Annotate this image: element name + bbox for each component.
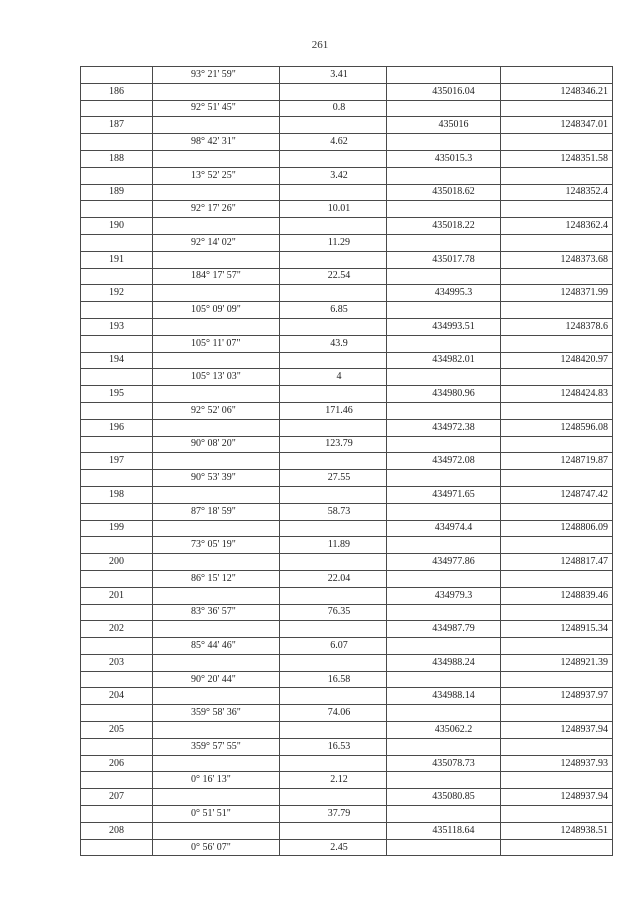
table-row	[81, 352, 613, 369]
table-row	[81, 604, 613, 621]
distance-cell: 6.07	[280, 638, 387, 655]
angle-cell: 92° 14' 02"	[153, 234, 280, 251]
point-number-cell	[81, 100, 153, 117]
x-coordinate-cell	[387, 604, 501, 621]
table-row	[81, 755, 613, 772]
point-number-cell: 197	[81, 453, 153, 470]
distance-cell	[280, 83, 387, 100]
angle-cell	[153, 621, 280, 638]
distance-cell: 22.54	[280, 268, 387, 285]
distance-cell	[280, 822, 387, 839]
point-number-cell	[81, 234, 153, 251]
y-coordinate-cell: 1248937.93	[501, 755, 613, 772]
x-coordinate-cell: 434987.79	[387, 621, 501, 638]
x-coordinate-cell	[387, 167, 501, 184]
point-number-cell: 193	[81, 318, 153, 335]
y-coordinate-cell: 1248719.87	[501, 453, 613, 470]
distance-cell: 0.8	[280, 100, 387, 117]
x-coordinate-cell: 435016	[387, 117, 501, 134]
point-number-cell	[81, 167, 153, 184]
y-coordinate-cell	[501, 638, 613, 655]
table-row	[81, 369, 613, 386]
x-coordinate-cell: 435018.22	[387, 218, 501, 235]
x-coordinate-cell: 434988.14	[387, 688, 501, 705]
y-coordinate-cell	[501, 302, 613, 319]
table-row	[81, 453, 613, 470]
point-number-cell: 204	[81, 688, 153, 705]
angle-cell: 87° 18' 59"	[153, 503, 280, 520]
x-coordinate-cell: 434972.08	[387, 453, 501, 470]
x-coordinate-cell: 434993.51	[387, 318, 501, 335]
angle-cell	[153, 554, 280, 571]
distance-cell: 11.89	[280, 537, 387, 554]
point-number-cell	[81, 335, 153, 352]
x-coordinate-cell	[387, 806, 501, 823]
angle-cell: 90° 53' 39"	[153, 470, 280, 487]
coordinates-table	[80, 66, 613, 856]
y-coordinate-cell	[501, 234, 613, 251]
angle-cell: 13° 52' 25"	[153, 167, 280, 184]
table-row	[81, 722, 613, 739]
angle-cell: 0° 16' 13"	[153, 772, 280, 789]
point-number-cell: 196	[81, 419, 153, 436]
x-coordinate-cell	[387, 234, 501, 251]
y-coordinate-cell: 1248937.94	[501, 722, 613, 739]
distance-cell	[280, 285, 387, 302]
angle-cell: 359° 58' 36"	[153, 705, 280, 722]
distance-cell	[280, 117, 387, 134]
table-row	[81, 234, 613, 251]
y-coordinate-cell: 1248346.21	[501, 83, 613, 100]
distance-cell: 37.79	[280, 806, 387, 823]
y-coordinate-cell: 1248424.83	[501, 386, 613, 403]
table-row	[81, 218, 613, 235]
distance-cell: 74.06	[280, 705, 387, 722]
point-number-cell	[81, 705, 153, 722]
y-coordinate-cell: 1248747.42	[501, 486, 613, 503]
x-coordinate-cell: 434977.86	[387, 554, 501, 571]
x-coordinate-cell: 434979.3	[387, 587, 501, 604]
x-coordinate-cell	[387, 67, 501, 84]
point-number-cell: 208	[81, 822, 153, 839]
x-coordinate-cell	[387, 100, 501, 117]
distance-cell	[280, 184, 387, 201]
x-coordinate-cell	[387, 671, 501, 688]
y-coordinate-cell	[501, 369, 613, 386]
angle-cell	[153, 184, 280, 201]
point-number-cell: 190	[81, 218, 153, 235]
point-number-cell: 192	[81, 285, 153, 302]
y-coordinate-cell	[501, 839, 613, 856]
angle-cell: 86° 15' 12"	[153, 570, 280, 587]
distance-cell: 4.62	[280, 134, 387, 151]
table-row	[81, 402, 613, 419]
x-coordinate-cell: 434974.4	[387, 520, 501, 537]
distance-cell: 4	[280, 369, 387, 386]
x-coordinate-cell	[387, 335, 501, 352]
page-number: 261	[311, 39, 329, 51]
table-row	[81, 638, 613, 655]
table-row	[81, 201, 613, 218]
point-number-cell	[81, 738, 153, 755]
x-coordinate-cell	[387, 772, 501, 789]
y-coordinate-cell	[501, 167, 613, 184]
table-row	[81, 822, 613, 839]
y-coordinate-cell	[501, 503, 613, 520]
table-row	[81, 83, 613, 100]
table-row	[81, 419, 613, 436]
distance-cell	[280, 352, 387, 369]
point-number-cell	[81, 671, 153, 688]
angle-cell	[153, 251, 280, 268]
x-coordinate-cell	[387, 839, 501, 856]
x-coordinate-cell: 435062.2	[387, 722, 501, 739]
angle-cell	[153, 755, 280, 772]
angle-cell	[153, 688, 280, 705]
angle-cell	[153, 654, 280, 671]
y-coordinate-cell: 1248839.46	[501, 587, 613, 604]
y-coordinate-cell	[501, 570, 613, 587]
table-row	[81, 335, 613, 352]
table-row	[81, 789, 613, 806]
table-row	[81, 654, 613, 671]
distance-cell	[280, 318, 387, 335]
point-number-cell	[81, 604, 153, 621]
point-number-cell: 201	[81, 587, 153, 604]
y-coordinate-cell	[501, 705, 613, 722]
x-coordinate-cell: 434972.38	[387, 419, 501, 436]
distance-cell: 16.53	[280, 738, 387, 755]
y-coordinate-cell	[501, 671, 613, 688]
x-coordinate-cell	[387, 134, 501, 151]
point-number-cell	[81, 839, 153, 856]
table-row	[81, 738, 613, 755]
distance-cell	[280, 755, 387, 772]
x-coordinate-cell	[387, 570, 501, 587]
point-number-cell: 186	[81, 83, 153, 100]
table-row	[81, 520, 613, 537]
angle-cell: 73° 05' 19"	[153, 537, 280, 554]
angle-cell: 98° 42' 31"	[153, 134, 280, 151]
x-coordinate-cell	[387, 638, 501, 655]
angle-cell: 90° 20' 44"	[153, 671, 280, 688]
distance-cell	[280, 520, 387, 537]
point-number-cell	[81, 638, 153, 655]
y-coordinate-cell	[501, 335, 613, 352]
y-coordinate-cell: 1248938.51	[501, 822, 613, 839]
distance-cell: 43.9	[280, 335, 387, 352]
distance-cell: 123.79	[280, 436, 387, 453]
angle-cell: 90° 08' 20"	[153, 436, 280, 453]
point-number-cell	[81, 134, 153, 151]
point-number-cell: 194	[81, 352, 153, 369]
point-number-cell: 189	[81, 184, 153, 201]
y-coordinate-cell	[501, 436, 613, 453]
angle-cell: 359° 57' 55"	[153, 738, 280, 755]
angle-cell	[153, 486, 280, 503]
angle-cell	[153, 150, 280, 167]
y-coordinate-cell: 1248362.4	[501, 218, 613, 235]
table-row	[81, 839, 613, 856]
table-row	[81, 486, 613, 503]
y-coordinate-cell: 1248420.97	[501, 352, 613, 369]
table-row	[81, 671, 613, 688]
table-row	[81, 470, 613, 487]
x-coordinate-cell	[387, 201, 501, 218]
y-coordinate-cell: 1248347.01	[501, 117, 613, 134]
angle-cell	[153, 822, 280, 839]
x-coordinate-cell: 435080.85	[387, 789, 501, 806]
angle-cell	[153, 386, 280, 403]
distance-cell: 58.73	[280, 503, 387, 520]
y-coordinate-cell	[501, 470, 613, 487]
distance-cell	[280, 486, 387, 503]
x-coordinate-cell: 434982.01	[387, 352, 501, 369]
angle-cell	[153, 587, 280, 604]
angle-cell: 93° 21' 59"	[153, 67, 280, 84]
table-row	[81, 806, 613, 823]
point-number-cell: 203	[81, 654, 153, 671]
angle-cell	[153, 520, 280, 537]
point-number-cell: 198	[81, 486, 153, 503]
point-number-cell: 200	[81, 554, 153, 571]
angle-cell: 0° 56' 07"	[153, 839, 280, 856]
table-row	[81, 167, 613, 184]
y-coordinate-cell: 1248373.68	[501, 251, 613, 268]
point-number-cell	[81, 806, 153, 823]
distance-cell: 2.45	[280, 839, 387, 856]
table-row	[81, 621, 613, 638]
table-row	[81, 302, 613, 319]
angle-cell: 105° 09' 09"	[153, 302, 280, 319]
angle-cell	[153, 285, 280, 302]
angle-cell	[153, 318, 280, 335]
x-coordinate-cell: 435017.78	[387, 251, 501, 268]
point-number-cell	[81, 436, 153, 453]
table-row	[81, 570, 613, 587]
angle-cell: 85° 44' 46"	[153, 638, 280, 655]
angle-cell: 92° 52' 06"	[153, 402, 280, 419]
point-number-cell	[81, 268, 153, 285]
point-number-cell	[81, 570, 153, 587]
angle-cell: 92° 51' 45"	[153, 100, 280, 117]
y-coordinate-cell	[501, 537, 613, 554]
y-coordinate-cell: 1248937.94	[501, 789, 613, 806]
point-number-cell: 206	[81, 755, 153, 772]
y-coordinate-cell: 1248937.97	[501, 688, 613, 705]
distance-cell: 171.46	[280, 402, 387, 419]
table-row	[81, 554, 613, 571]
x-coordinate-cell	[387, 369, 501, 386]
table-row	[81, 705, 613, 722]
point-number-cell	[81, 67, 153, 84]
distance-cell: 16.58	[280, 671, 387, 688]
table-row	[81, 587, 613, 604]
angle-cell	[153, 83, 280, 100]
y-coordinate-cell: 1248371.99	[501, 285, 613, 302]
distance-cell	[280, 554, 387, 571]
point-number-cell: 187	[81, 117, 153, 134]
angle-cell	[153, 419, 280, 436]
y-coordinate-cell	[501, 402, 613, 419]
x-coordinate-cell	[387, 302, 501, 319]
distance-cell	[280, 251, 387, 268]
point-number-cell: 188	[81, 150, 153, 167]
y-coordinate-cell: 1248806.09	[501, 520, 613, 537]
x-coordinate-cell	[387, 503, 501, 520]
distance-cell	[280, 150, 387, 167]
x-coordinate-cell: 435118.64	[387, 822, 501, 839]
angle-cell: 0° 51' 51"	[153, 806, 280, 823]
x-coordinate-cell	[387, 738, 501, 755]
distance-cell	[280, 621, 387, 638]
table-row	[81, 251, 613, 268]
angle-cell	[153, 117, 280, 134]
distance-cell: 76.35	[280, 604, 387, 621]
distance-cell	[280, 722, 387, 739]
angle-cell: 83° 36' 57"	[153, 604, 280, 621]
table-row	[81, 67, 613, 84]
distance-cell	[280, 587, 387, 604]
point-number-cell	[81, 772, 153, 789]
x-coordinate-cell	[387, 537, 501, 554]
x-coordinate-cell: 434971.65	[387, 486, 501, 503]
y-coordinate-cell	[501, 201, 613, 218]
distance-cell: 22.04	[280, 570, 387, 587]
distance-cell: 27.55	[280, 470, 387, 487]
distance-cell	[280, 688, 387, 705]
y-coordinate-cell	[501, 772, 613, 789]
table-row	[81, 688, 613, 705]
table-row	[81, 134, 613, 151]
angle-cell: 184° 17' 57"	[153, 268, 280, 285]
y-coordinate-cell: 1248596.08	[501, 419, 613, 436]
point-number-cell	[81, 201, 153, 218]
distance-cell	[280, 218, 387, 235]
angle-cell	[153, 218, 280, 235]
y-coordinate-cell	[501, 806, 613, 823]
table-row	[81, 386, 613, 403]
point-number-cell: 205	[81, 722, 153, 739]
y-coordinate-cell	[501, 738, 613, 755]
x-coordinate-cell: 434980.96	[387, 386, 501, 403]
y-coordinate-cell	[501, 604, 613, 621]
table-row	[81, 285, 613, 302]
angle-cell	[153, 453, 280, 470]
angle-cell	[153, 789, 280, 806]
x-coordinate-cell: 434995.3	[387, 285, 501, 302]
x-coordinate-cell: 435015.3	[387, 150, 501, 167]
point-number-cell: 195	[81, 386, 153, 403]
distance-cell: 11.29	[280, 234, 387, 251]
table-row	[81, 268, 613, 285]
table-row	[81, 117, 613, 134]
distance-cell: 10.01	[280, 201, 387, 218]
distance-cell: 3.42	[280, 167, 387, 184]
angle-cell: 105° 11' 07"	[153, 335, 280, 352]
y-coordinate-cell: 1248351.58	[501, 150, 613, 167]
distance-cell: 3.41	[280, 67, 387, 84]
y-coordinate-cell: 1248817.47	[501, 554, 613, 571]
table-row	[81, 537, 613, 554]
table-row	[81, 436, 613, 453]
point-number-cell	[81, 537, 153, 554]
x-coordinate-cell	[387, 705, 501, 722]
x-coordinate-cell	[387, 470, 501, 487]
angle-cell	[153, 722, 280, 739]
y-coordinate-cell	[501, 100, 613, 117]
point-number-cell	[81, 402, 153, 419]
distance-cell	[280, 789, 387, 806]
table-row	[81, 772, 613, 789]
y-coordinate-cell: 1248921.39	[501, 654, 613, 671]
point-number-cell	[81, 503, 153, 520]
distance-cell	[280, 386, 387, 403]
distance-cell	[280, 453, 387, 470]
y-coordinate-cell: 1248378.6	[501, 318, 613, 335]
x-coordinate-cell	[387, 268, 501, 285]
table-row	[81, 318, 613, 335]
point-number-cell: 202	[81, 621, 153, 638]
distance-cell: 2.12	[280, 772, 387, 789]
x-coordinate-cell: 435016.04	[387, 83, 501, 100]
point-number-cell: 191	[81, 251, 153, 268]
y-coordinate-cell: 1248352.4	[501, 184, 613, 201]
x-coordinate-cell: 435078.73	[387, 755, 501, 772]
distance-cell: 6.85	[280, 302, 387, 319]
point-number-cell: 199	[81, 520, 153, 537]
x-coordinate-cell: 435018.62	[387, 184, 501, 201]
y-coordinate-cell	[501, 268, 613, 285]
distance-cell	[280, 419, 387, 436]
y-coordinate-cell	[501, 134, 613, 151]
x-coordinate-cell	[387, 436, 501, 453]
table-row	[81, 503, 613, 520]
table-row	[81, 150, 613, 167]
point-number-cell	[81, 302, 153, 319]
angle-cell	[153, 352, 280, 369]
distance-cell	[280, 654, 387, 671]
x-coordinate-cell	[387, 402, 501, 419]
x-coordinate-cell: 434988.24	[387, 654, 501, 671]
angle-cell: 92° 17' 26"	[153, 201, 280, 218]
point-number-cell: 207	[81, 789, 153, 806]
angle-cell: 105° 13' 03"	[153, 369, 280, 386]
y-coordinate-cell: 1248915.34	[501, 621, 613, 638]
table-row	[81, 100, 613, 117]
point-number-cell	[81, 470, 153, 487]
point-number-cell	[81, 369, 153, 386]
table-row	[81, 184, 613, 201]
coordinates-table-body	[81, 67, 613, 856]
y-coordinate-cell	[501, 67, 613, 84]
